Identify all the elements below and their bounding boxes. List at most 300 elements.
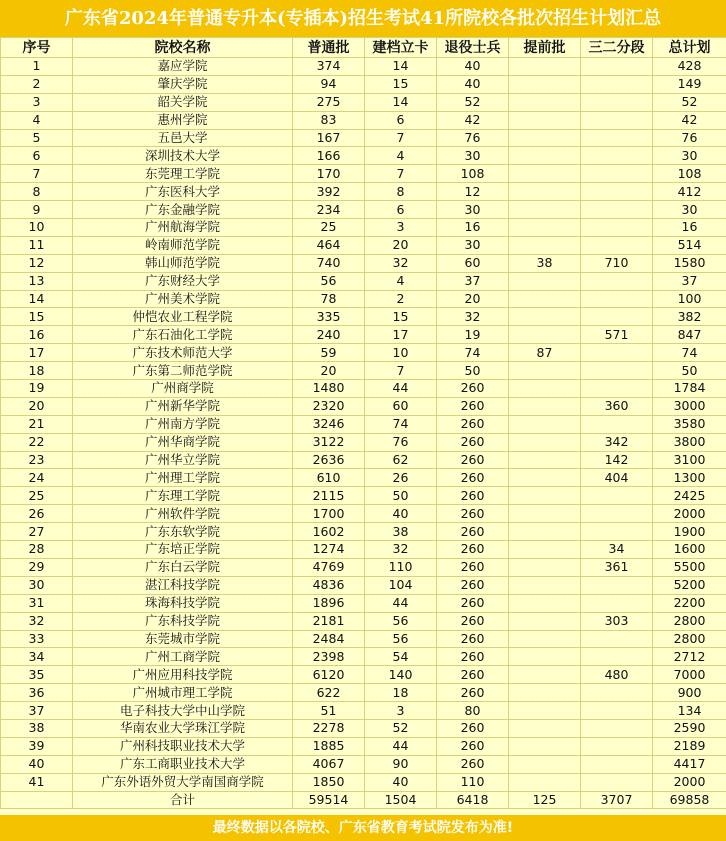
table-row — [1, 576, 726, 594]
total-plan: 37 — [653, 272, 726, 290]
early-batch — [509, 290, 581, 308]
veterans: 260 — [437, 433, 509, 451]
row-index: 33 — [1, 630, 73, 648]
early-batch — [509, 397, 581, 415]
three-two-segment — [581, 111, 653, 129]
total-plan: 428 — [653, 58, 726, 76]
header-index: 序号 — [1, 38, 73, 58]
total-plan: 2189 — [653, 737, 726, 755]
three-two-segment: 710 — [581, 254, 653, 272]
total-plan: 30 — [653, 147, 726, 165]
early-batch: 38 — [509, 254, 581, 272]
three-two-segment — [581, 719, 653, 737]
poverty-registered: 62 — [365, 451, 437, 469]
three-two-segment: 303 — [581, 612, 653, 630]
three-two-segment: 360 — [581, 397, 653, 415]
school-name: 湛江科技学院 — [73, 576, 293, 594]
row-index: 3 — [1, 93, 73, 111]
total-plan: 7000 — [653, 666, 726, 684]
table-row — [1, 272, 726, 290]
early-batch — [509, 308, 581, 326]
veterans: 37 — [437, 272, 509, 290]
regular-batch: 2484 — [293, 630, 365, 648]
row-index: 19 — [1, 380, 73, 398]
regular-batch: 6120 — [293, 666, 365, 684]
early-batch — [509, 505, 581, 523]
poverty-registered: 60 — [365, 397, 437, 415]
table-row — [1, 93, 726, 111]
table-row — [1, 684, 726, 702]
three-two-segment: 480 — [581, 666, 653, 684]
regular-batch: 56 — [293, 272, 365, 290]
school-name: 东莞城市学院 — [73, 630, 293, 648]
header-regular: 普通批 — [293, 38, 365, 58]
row-index: 6 — [1, 147, 73, 165]
school-name: 广州南方学院 — [73, 415, 293, 433]
table-row — [1, 183, 726, 201]
table-row — [1, 666, 726, 684]
regular-batch: 1602 — [293, 523, 365, 541]
three-two-segment: 34 — [581, 541, 653, 559]
regular-batch: 2278 — [293, 719, 365, 737]
row-index: 15 — [1, 308, 73, 326]
poverty-registered: 14 — [365, 58, 437, 76]
table-row — [1, 773, 726, 791]
veterans: 260 — [437, 505, 509, 523]
regular-batch: 622 — [293, 684, 365, 702]
header-early-batch: 提前批 — [509, 38, 581, 58]
regular-batch: 4067 — [293, 755, 365, 773]
school-name: 珠海科技学院 — [73, 594, 293, 612]
early-batch — [509, 201, 581, 219]
poverty-registered: 76 — [365, 433, 437, 451]
regular-batch: 610 — [293, 469, 365, 487]
poverty-registered: 4 — [365, 272, 437, 290]
regular-batch: 2320 — [293, 397, 365, 415]
veterans: 108 — [437, 165, 509, 183]
table-row — [1, 630, 726, 648]
table-row — [1, 523, 726, 541]
early-batch — [509, 719, 581, 737]
three-two-segment — [581, 505, 653, 523]
row-index: 32 — [1, 612, 73, 630]
table-row — [1, 469, 726, 487]
row-index: 18 — [1, 362, 73, 380]
poverty-registered: 20 — [365, 236, 437, 254]
three-two-segment — [581, 415, 653, 433]
poverty-registered: 18 — [365, 684, 437, 702]
early-batch — [509, 93, 581, 111]
three-two-segment — [581, 165, 653, 183]
veterans: 260 — [437, 380, 509, 398]
three-two-segment — [581, 773, 653, 791]
row-index: 34 — [1, 648, 73, 666]
row-index: 20 — [1, 397, 73, 415]
early-batch: 87 — [509, 344, 581, 362]
veterans: 80 — [437, 702, 509, 720]
school-name: 深圳技术大学 — [73, 147, 293, 165]
poverty-registered: 140 — [365, 666, 437, 684]
veterans: 260 — [437, 755, 509, 773]
early-batch — [509, 362, 581, 380]
early-batch — [509, 183, 581, 201]
table-row — [1, 541, 726, 559]
early-batch — [509, 165, 581, 183]
early-batch — [509, 523, 581, 541]
early-batch — [509, 219, 581, 237]
total-plan: 42 — [653, 111, 726, 129]
three-two-segment — [581, 290, 653, 308]
regular-batch: 166 — [293, 147, 365, 165]
total-plan: 52 — [653, 93, 726, 111]
table-header-row — [1, 38, 726, 58]
total-plan: 16 — [653, 219, 726, 237]
regular-batch: 2636 — [293, 451, 365, 469]
school-name: 广东科技学院 — [73, 612, 293, 630]
regular-batch: 2398 — [293, 648, 365, 666]
total-plan: 1900 — [653, 523, 726, 541]
school-name: 广州理工学院 — [73, 469, 293, 487]
table-row — [1, 58, 726, 76]
school-name: 广东第二师范学院 — [73, 362, 293, 380]
table-row — [1, 558, 726, 576]
total-plan: 76 — [653, 129, 726, 147]
veterans: 260 — [437, 612, 509, 630]
veterans: 260 — [437, 648, 509, 666]
table-row — [1, 737, 726, 755]
veterans: 19 — [437, 326, 509, 344]
total-label: 合计 — [73, 791, 293, 809]
row-index: 23 — [1, 451, 73, 469]
table-row — [1, 344, 726, 362]
row-index: 12 — [1, 254, 73, 272]
total-plan: 3000 — [653, 397, 726, 415]
early-batch — [509, 415, 581, 433]
three-two-segment — [581, 272, 653, 290]
row-index: 35 — [1, 666, 73, 684]
three-two-segment — [581, 129, 653, 147]
early-batch — [509, 147, 581, 165]
early-batch — [509, 541, 581, 559]
three-two-segment: 361 — [581, 558, 653, 576]
page-title: 广东省2024年普通专升本(专插本)招生考试41所院校各批次招生计划汇总 — [0, 0, 726, 37]
poverty-registered: 7 — [365, 129, 437, 147]
total-plan: 2000 — [653, 505, 726, 523]
poverty-registered: 32 — [365, 541, 437, 559]
total-cell: 1504 — [365, 791, 437, 809]
table-row — [1, 397, 726, 415]
regular-batch: 20 — [293, 362, 365, 380]
veterans: 260 — [437, 630, 509, 648]
poverty-registered: 38 — [365, 523, 437, 541]
early-batch — [509, 630, 581, 648]
early-batch — [509, 451, 581, 469]
table-body — [1, 58, 726, 792]
total-plan: 3580 — [653, 415, 726, 433]
poverty-registered: 3 — [365, 219, 437, 237]
poverty-registered: 15 — [365, 75, 437, 93]
veterans: 110 — [437, 773, 509, 791]
total-row — [1, 791, 726, 809]
row-index: 39 — [1, 737, 73, 755]
total-plan: 900 — [653, 684, 726, 702]
school-name: 广州城市理工学院 — [73, 684, 293, 702]
row-index: 16 — [1, 326, 73, 344]
school-name: 岭南师范学院 — [73, 236, 293, 254]
row-index: 41 — [1, 773, 73, 791]
early-batch — [509, 666, 581, 684]
three-two-segment — [581, 93, 653, 111]
total-plan: 30 — [653, 201, 726, 219]
total-plan: 2000 — [653, 773, 726, 791]
total-plan: 2200 — [653, 594, 726, 612]
three-two-segment — [581, 75, 653, 93]
three-two-segment — [581, 648, 653, 666]
row-index: 4 — [1, 111, 73, 129]
table-row — [1, 236, 726, 254]
three-two-segment — [581, 523, 653, 541]
total-plan: 514 — [653, 236, 726, 254]
three-two-segment — [581, 684, 653, 702]
veterans: 260 — [437, 737, 509, 755]
row-index: 2 — [1, 75, 73, 93]
school-name: 嘉应学院 — [73, 58, 293, 76]
poverty-registered: 6 — [365, 201, 437, 219]
poverty-registered: 4 — [365, 147, 437, 165]
total-cell: 59514 — [293, 791, 365, 809]
early-batch — [509, 380, 581, 398]
poverty-registered: 40 — [365, 773, 437, 791]
veterans: 30 — [437, 147, 509, 165]
veterans: 260 — [437, 415, 509, 433]
early-batch — [509, 612, 581, 630]
total-plan: 4417 — [653, 755, 726, 773]
row-index: 10 — [1, 219, 73, 237]
total-plan: 1600 — [653, 541, 726, 559]
three-two-segment — [581, 737, 653, 755]
school-name: 韩山师范学院 — [73, 254, 293, 272]
school-name: 广州华商学院 — [73, 433, 293, 451]
total-cell: 69858 — [653, 791, 726, 809]
three-two-segment — [581, 219, 653, 237]
regular-batch: 2115 — [293, 487, 365, 505]
school-name: 广州新华学院 — [73, 397, 293, 415]
poverty-registered: 110 — [365, 558, 437, 576]
total-plan: 2800 — [653, 630, 726, 648]
poverty-registered: 10 — [365, 344, 437, 362]
three-two-segment — [581, 630, 653, 648]
veterans: 260 — [437, 576, 509, 594]
total-cell: 125 — [509, 791, 581, 809]
regular-batch: 3122 — [293, 433, 365, 451]
veterans: 52 — [437, 93, 509, 111]
school-name: 广州美术学院 — [73, 290, 293, 308]
early-batch — [509, 326, 581, 344]
school-name: 广州航海学院 — [73, 219, 293, 237]
poverty-registered: 3 — [365, 702, 437, 720]
row-index: 14 — [1, 290, 73, 308]
regular-batch: 2181 — [293, 612, 365, 630]
poverty-registered: 44 — [365, 594, 437, 612]
total-plan: 5200 — [653, 576, 726, 594]
total-cell: 6418 — [437, 791, 509, 809]
three-two-segment — [581, 344, 653, 362]
school-name: 广州应用科技学院 — [73, 666, 293, 684]
regular-batch: 1896 — [293, 594, 365, 612]
school-name: 肇庆学院 — [73, 75, 293, 93]
total-plan: 108 — [653, 165, 726, 183]
veterans: 260 — [437, 541, 509, 559]
row-index: 38 — [1, 719, 73, 737]
total-plan: 1580 — [653, 254, 726, 272]
poverty-registered: 14 — [365, 93, 437, 111]
regular-batch: 240 — [293, 326, 365, 344]
veterans: 76 — [437, 129, 509, 147]
table-row — [1, 219, 726, 237]
total-plan: 1300 — [653, 469, 726, 487]
veterans: 260 — [437, 451, 509, 469]
three-two-segment — [581, 576, 653, 594]
school-name: 广东理工学院 — [73, 487, 293, 505]
total-plan: 149 — [653, 75, 726, 93]
table-row — [1, 290, 726, 308]
total-plan: 2800 — [653, 612, 726, 630]
three-two-segment — [581, 58, 653, 76]
total-plan: 2425 — [653, 487, 726, 505]
veterans: 60 — [437, 254, 509, 272]
total-plan: 2590 — [653, 719, 726, 737]
total-cell — [1, 791, 73, 809]
table-row — [1, 648, 726, 666]
early-batch — [509, 737, 581, 755]
row-index: 11 — [1, 236, 73, 254]
regular-batch: 1885 — [293, 737, 365, 755]
regular-batch: 1274 — [293, 541, 365, 559]
regular-batch: 25 — [293, 219, 365, 237]
veterans: 260 — [437, 469, 509, 487]
table-row — [1, 415, 726, 433]
early-batch — [509, 129, 581, 147]
table-row — [1, 147, 726, 165]
total-plan: 50 — [653, 362, 726, 380]
header-veterans: 退役士兵 — [437, 38, 509, 58]
regular-batch: 59 — [293, 344, 365, 362]
veterans: 42 — [437, 111, 509, 129]
veterans: 30 — [437, 236, 509, 254]
three-two-segment — [581, 183, 653, 201]
row-index: 36 — [1, 684, 73, 702]
poverty-registered: 74 — [365, 415, 437, 433]
regular-batch: 83 — [293, 111, 365, 129]
poverty-registered: 6 — [365, 111, 437, 129]
early-batch — [509, 702, 581, 720]
row-index: 17 — [1, 344, 73, 362]
regular-batch: 335 — [293, 308, 365, 326]
school-name: 广东东软学院 — [73, 523, 293, 541]
row-index: 26 — [1, 505, 73, 523]
regular-batch: 94 — [293, 75, 365, 93]
total-cell: 3707 — [581, 791, 653, 809]
row-index: 37 — [1, 702, 73, 720]
veterans: 260 — [437, 684, 509, 702]
row-index: 8 — [1, 183, 73, 201]
header-three-two: 三二分段 — [581, 38, 653, 58]
poverty-registered: 56 — [365, 630, 437, 648]
poverty-registered: 32 — [365, 254, 437, 272]
row-index: 21 — [1, 415, 73, 433]
total-plan: 134 — [653, 702, 726, 720]
table-row — [1, 75, 726, 93]
school-name: 广东技术师范大学 — [73, 344, 293, 362]
regular-batch: 170 — [293, 165, 365, 183]
early-batch — [509, 648, 581, 666]
regular-batch: 78 — [293, 290, 365, 308]
row-index: 13 — [1, 272, 73, 290]
three-two-segment — [581, 362, 653, 380]
early-batch — [509, 111, 581, 129]
poverty-registered: 44 — [365, 380, 437, 398]
poverty-registered: 52 — [365, 719, 437, 737]
school-name: 东莞理工学院 — [73, 165, 293, 183]
regular-batch: 1700 — [293, 505, 365, 523]
poverty-registered: 90 — [365, 755, 437, 773]
poverty-registered: 17 — [365, 326, 437, 344]
school-name: 广州华立学院 — [73, 451, 293, 469]
table-row — [1, 380, 726, 398]
row-index: 24 — [1, 469, 73, 487]
school-name: 广州科技职业技术大学 — [73, 737, 293, 755]
regular-batch: 4836 — [293, 576, 365, 594]
three-two-segment — [581, 594, 653, 612]
veterans: 260 — [437, 666, 509, 684]
early-batch — [509, 558, 581, 576]
school-name: 电子科技大学中山学院 — [73, 702, 293, 720]
school-name: 广东医科大学 — [73, 183, 293, 201]
poverty-registered: 40 — [365, 505, 437, 523]
footer-note: 最终数据以各院校、广东省教育考试院发布为准! — [0, 815, 726, 841]
school-name: 广州工商学院 — [73, 648, 293, 666]
table-row — [1, 165, 726, 183]
early-batch — [509, 594, 581, 612]
three-two-segment: 404 — [581, 469, 653, 487]
veterans: 12 — [437, 183, 509, 201]
veterans: 260 — [437, 719, 509, 737]
total-plan: 3100 — [653, 451, 726, 469]
three-two-segment: 571 — [581, 326, 653, 344]
header-total-plan: 总计划 — [653, 38, 726, 58]
three-two-segment — [581, 380, 653, 398]
table-row — [1, 129, 726, 147]
total-plan: 2712 — [653, 648, 726, 666]
total-plan: 412 — [653, 183, 726, 201]
table-row — [1, 308, 726, 326]
row-index: 31 — [1, 594, 73, 612]
poverty-registered: 50 — [365, 487, 437, 505]
regular-batch: 740 — [293, 254, 365, 272]
three-two-segment: 142 — [581, 451, 653, 469]
enrollment-plan-table — [0, 37, 726, 809]
school-name: 广东培正学院 — [73, 541, 293, 559]
total-plan: 74 — [653, 344, 726, 362]
table-row — [1, 505, 726, 523]
early-batch — [509, 576, 581, 594]
table-row — [1, 326, 726, 344]
header-poverty-registered: 建档立卡 — [365, 38, 437, 58]
veterans: 30 — [437, 201, 509, 219]
three-two-segment — [581, 236, 653, 254]
total-plan: 1784 — [653, 380, 726, 398]
veterans: 260 — [437, 558, 509, 576]
